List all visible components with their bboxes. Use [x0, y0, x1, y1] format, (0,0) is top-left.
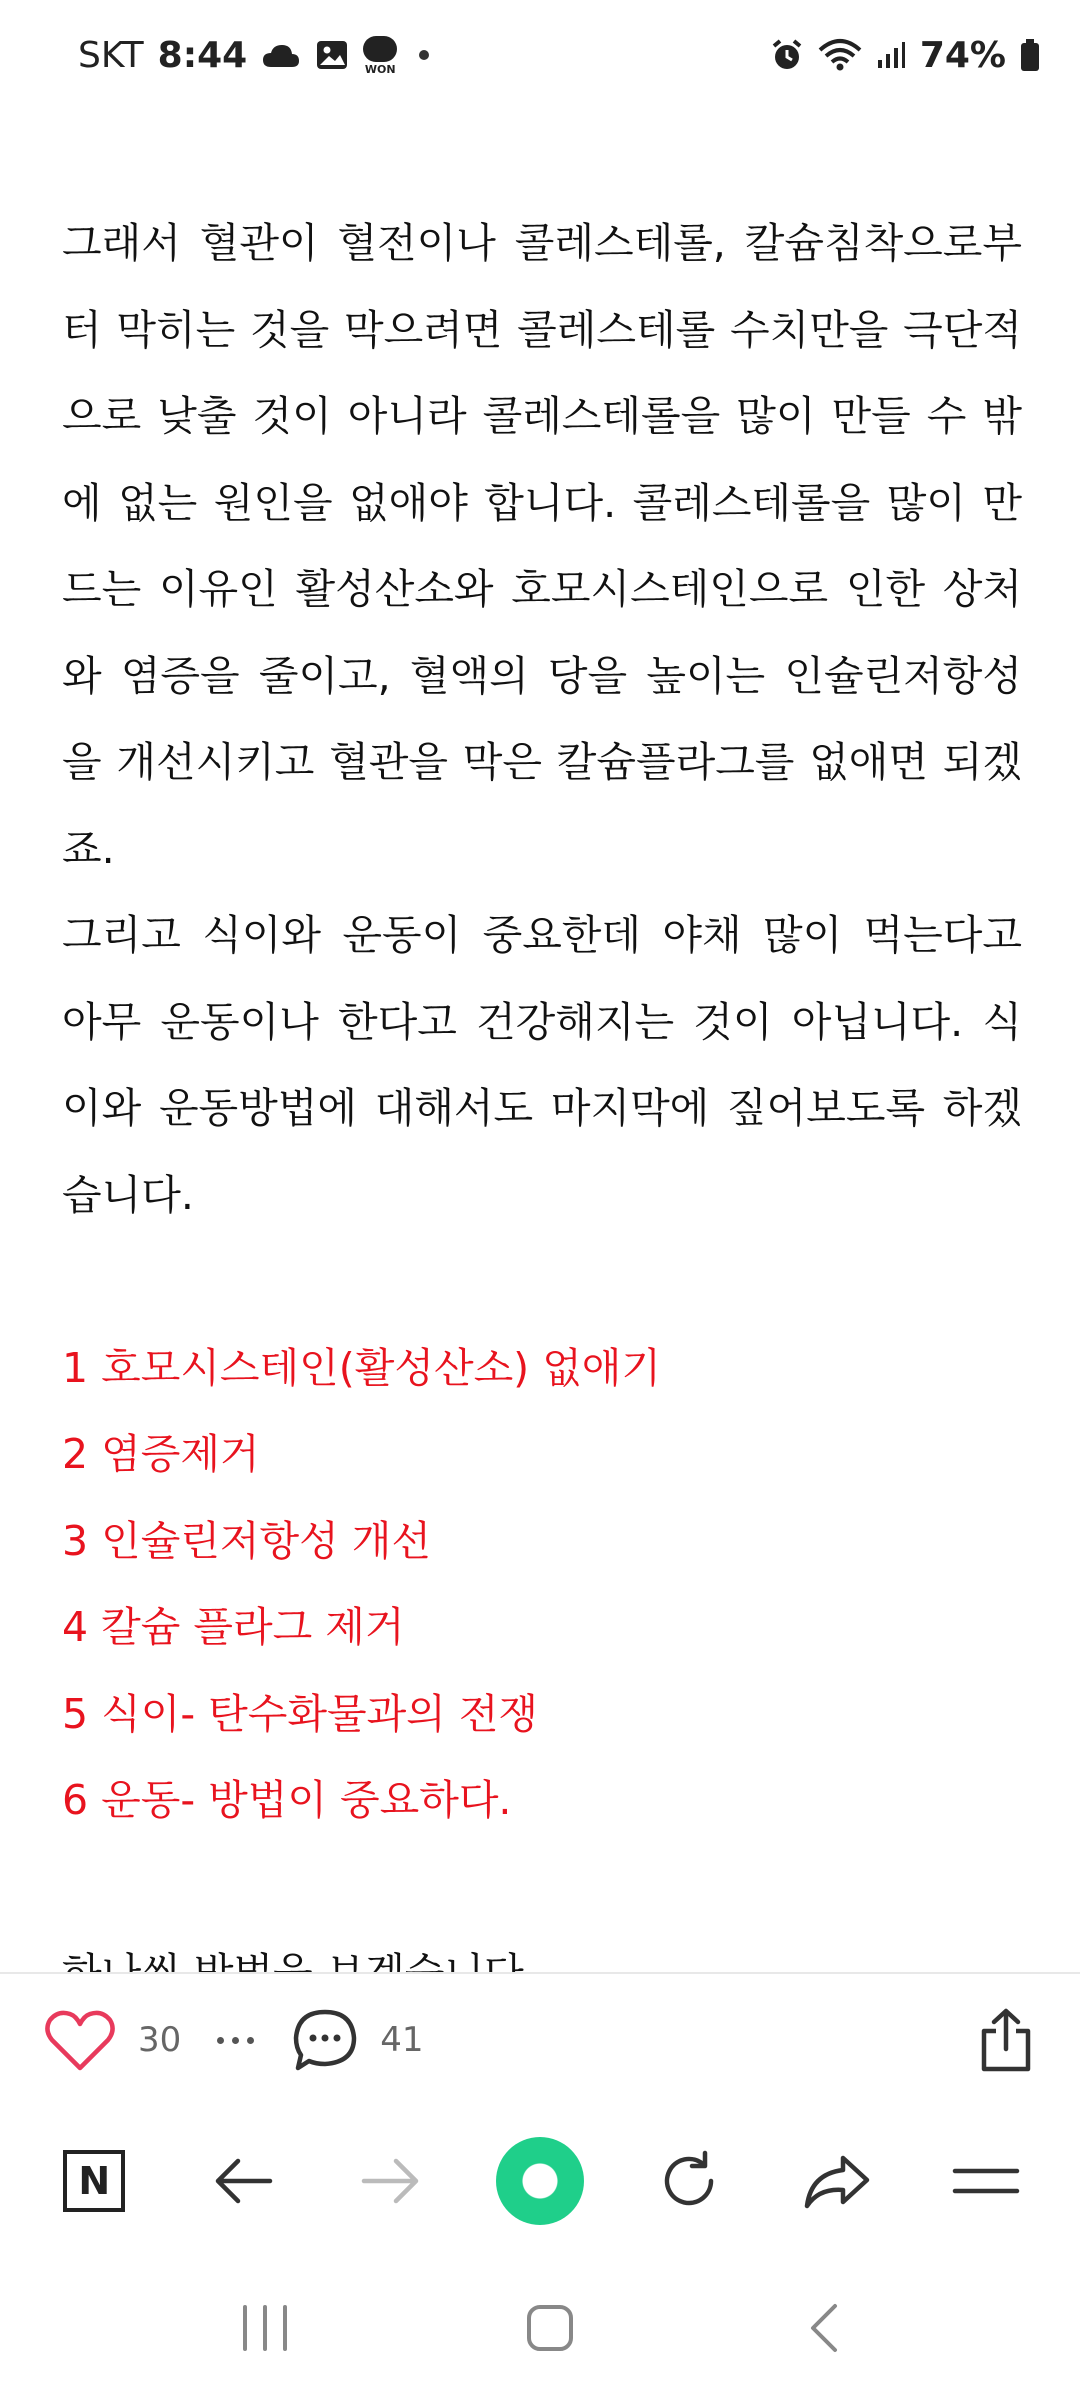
list-item: 2 염증제거 — [62, 1430, 260, 1478]
alarm-icon — [770, 38, 804, 72]
status-left — [78, 35, 429, 76]
home-button[interactable] — [524, 2302, 576, 2354]
back-button[interactable] — [193, 2131, 293, 2231]
comment-bubble-icon — [292, 2008, 358, 2072]
home-icon — [524, 2302, 576, 2354]
recent-apps-icon — [235, 2303, 295, 2353]
highlight-list — [62, 1325, 1022, 1844]
article-content — [62, 200, 1022, 1972]
refresh-icon — [657, 2149, 721, 2213]
share-forward-button[interactable] — [787, 2131, 887, 2231]
share-icon — [976, 2007, 1036, 2073]
like-button[interactable] — [44, 2008, 181, 2072]
share-arrow-icon — [803, 2152, 871, 2210]
list-item: 4 칼슘 플라그 제거 — [62, 1603, 405, 1651]
system-back-button[interactable] — [805, 2302, 845, 2354]
hamburger-icon — [953, 2161, 1019, 2201]
cloud-icon — [261, 41, 301, 69]
status-bar — [0, 0, 1080, 110]
won-label: WON — [364, 62, 396, 76]
list-item: 1 호모시스테인(활성산소) 없애기 — [62, 1343, 662, 1392]
reaction-bar — [0, 1972, 1080, 2106]
won-notification-icon — [363, 36, 397, 75]
share-button[interactable] — [976, 2007, 1036, 2073]
paragraph-spacer — [62, 1844, 1022, 1931]
arrow-left-icon — [212, 2155, 274, 2207]
recent-apps-button[interactable] — [235, 2303, 295, 2353]
article-paragraph-1: 그래서 혈관이 혈전이나 콜레스테롤, 칼슘침착으로부터 막히는 것을 막으려면 콜레스테롤 수치만을 극단적으로 낮출 것이 아니라 콜레스테롤을 많이 만들 수 밖에 없는 원인을 없애야 합니다. 콜레스테롤을 많이 만드는 이유인 활성산소와 호모시스테인으로 인한 상처와 염증을 줄이고, 혈액의 당을 높이는 인슐린저항성을 개선시키고 혈관을 막은 칼슘플라그를 없애면 되겠죠. — [62, 219, 1022, 873]
gallery-icon — [315, 39, 349, 71]
refresh-button[interactable] — [639, 2131, 739, 2231]
like-count: 30 — [138, 2020, 182, 2060]
article-paragraph-2: 그리고 식이와 운동이 중요한데 야채 많이 먹는다고 아무 운동이나 한다고 건강해지는 것이 아닙니다. 식이와 운동방법에 대해서도 마지막에 짚어보도록 하겠습니다. — [62, 911, 1022, 1219]
system-navigation — [0, 2256, 1080, 2400]
naver-home-button[interactable] — [44, 2131, 144, 2231]
chevron-left-icon — [805, 2302, 845, 2354]
battery-percent: 74% — [919, 34, 1006, 76]
paragraph-spacer — [62, 1238, 1022, 1325]
list-item: 5 식이- 탄수화물과의 전쟁 — [62, 1689, 539, 1738]
status-right — [770, 35, 1040, 76]
wifi-icon — [818, 38, 862, 72]
arrow-right-icon — [360, 2155, 422, 2207]
comment-button[interactable] — [292, 2008, 423, 2072]
green-dot-button[interactable] — [490, 2131, 590, 2231]
list-item: 6 운동- 방법이 중요하다. — [62, 1776, 512, 1824]
naver-logo-icon: N — [63, 2150, 125, 2212]
green-dot-icon — [496, 2137, 584, 2225]
browser-toolbar — [0, 2106, 1080, 2256]
more-notifications-dot — [419, 50, 429, 60]
forward-button[interactable] — [341, 2131, 441, 2231]
signal-icon — [876, 40, 906, 70]
battery-icon — [1020, 38, 1040, 72]
list-item: 3 인슐린저항성 개선 — [62, 1516, 431, 1565]
menu-button[interactable] — [936, 2131, 1036, 2231]
comment-count: 41 — [380, 2020, 424, 2060]
more-options-icon[interactable] — [217, 2037, 254, 2044]
heart-icon — [44, 2008, 116, 2072]
carrier-label: SKT — [78, 34, 144, 76]
clock-time: 8:44 — [157, 34, 248, 76]
